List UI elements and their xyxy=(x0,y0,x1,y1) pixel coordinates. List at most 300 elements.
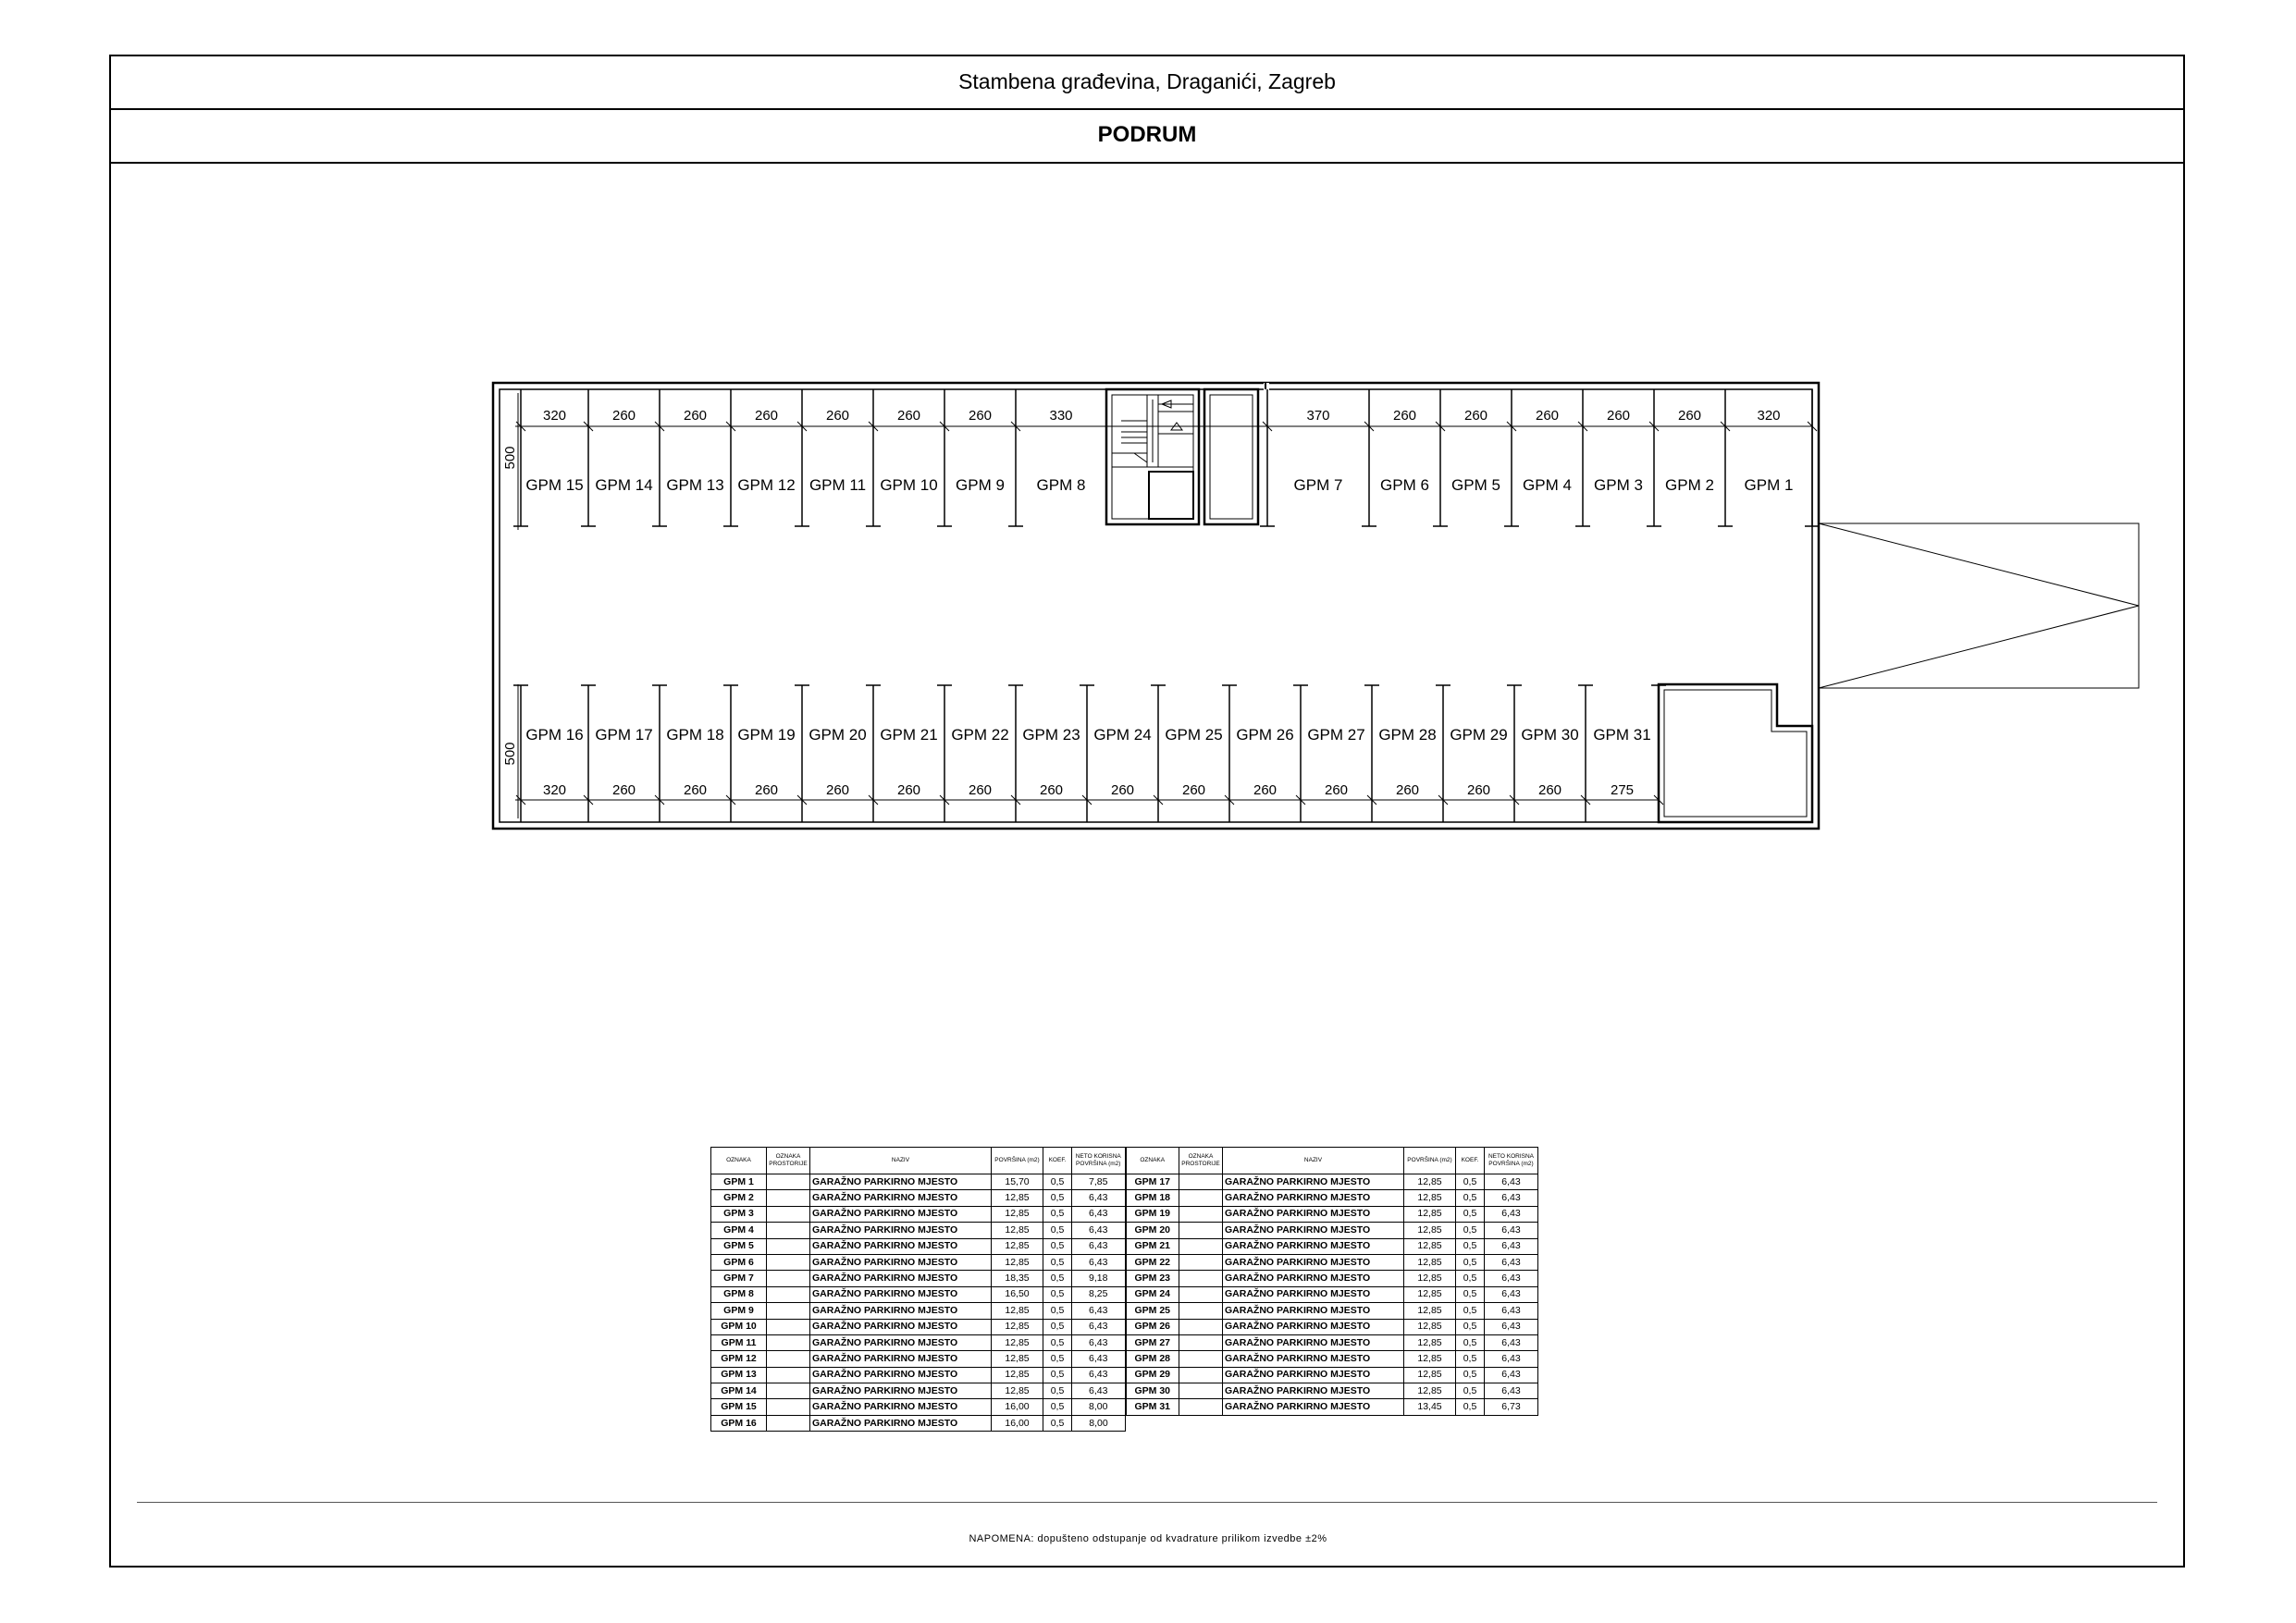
legend-oznaka: GPM 30 xyxy=(1126,1383,1179,1399)
legend-koef: 0,5 xyxy=(1456,1303,1485,1319)
stall-label: GPM 19 xyxy=(737,726,796,744)
legend-neto: 6,43 xyxy=(1485,1254,1538,1270)
shaft xyxy=(1204,389,1258,524)
legend-povrsina: 16,00 xyxy=(992,1399,1043,1415)
legend-koef: 0,5 xyxy=(1456,1206,1485,1222)
legend-koef: 0,5 xyxy=(1043,1399,1072,1415)
legend-neto: 6,43 xyxy=(1072,1223,1126,1238)
parking-stall xyxy=(795,389,866,526)
parking-stall xyxy=(795,685,867,822)
stall-width-dimension: 260 xyxy=(1039,782,1064,798)
stall-label: GPM 16 xyxy=(525,726,584,744)
legend-neto: 6,43 xyxy=(1485,1383,1538,1399)
legend-row xyxy=(711,1319,1538,1334)
legend-row xyxy=(711,1190,1538,1206)
legend-koef: 0,5 xyxy=(1043,1367,1072,1383)
legend-neto: 6,43 xyxy=(1485,1271,1538,1286)
legend-oznaka: GPM 29 xyxy=(1126,1367,1179,1383)
legend-naziv: GARAŽNO PARKIRNO MJESTO xyxy=(1223,1271,1404,1286)
legend-povrsina: 12,85 xyxy=(992,1238,1043,1254)
legend-prostorija xyxy=(767,1367,810,1383)
legend-header-povrsina: POVRŠINA (m2) xyxy=(992,1148,1043,1174)
legend-row xyxy=(711,1303,1538,1319)
legend-naziv: GARAŽNO PARKIRNO MJESTO xyxy=(810,1223,992,1238)
legend-oznaka: GPM 28 xyxy=(1126,1351,1179,1367)
legend-povrsina: 12,85 xyxy=(1404,1286,1456,1302)
stall-label: GPM 18 xyxy=(666,726,724,744)
legend-prostorija xyxy=(1179,1383,1223,1399)
legend-neto: 6,43 xyxy=(1485,1319,1538,1334)
parking-stall xyxy=(513,685,584,822)
legend-povrsina: 12,85 xyxy=(992,1223,1043,1238)
project-title: Stambena građevina, Draganići, Zagreb xyxy=(958,68,1336,93)
stall-label: GPM 25 xyxy=(1165,726,1223,744)
legend-neto: 6,43 xyxy=(1072,1303,1126,1319)
legend-povrsina: 12,85 xyxy=(1404,1190,1456,1206)
stall-width-dimension: 370 xyxy=(1306,408,1330,424)
parking-stall xyxy=(723,685,796,822)
legend-neto: 6,43 xyxy=(1072,1206,1126,1222)
stall-width-dimension: 275 xyxy=(1610,782,1635,798)
legend-prostorija xyxy=(767,1351,810,1367)
legend-koef: 0,5 xyxy=(1043,1319,1072,1334)
legend-koef: 0,5 xyxy=(1043,1303,1072,1319)
legend-naziv: GARAŽNO PARKIRNO MJESTO xyxy=(810,1303,992,1319)
legend-prostorija xyxy=(767,1286,810,1302)
stall-width-dimension: 260 xyxy=(1466,782,1491,798)
stall-label: GPM 22 xyxy=(951,726,1009,744)
stall-width-dimension: 320 xyxy=(1757,408,1781,424)
stall-label: GPM 23 xyxy=(1022,726,1080,744)
legend-neto: 6,43 xyxy=(1485,1303,1538,1319)
parking-stall xyxy=(1362,389,1429,526)
stall-label: GPM 1 xyxy=(1744,476,1794,494)
stall-width-dimension: 320 xyxy=(542,408,567,424)
parking-stall xyxy=(1575,389,1643,526)
stall-label: GPM 17 xyxy=(595,726,653,744)
legend-header-koef: KOEF. xyxy=(1043,1148,1072,1174)
legend-koef: 0,5 xyxy=(1456,1238,1485,1254)
stall-width-dimension: 260 xyxy=(1606,408,1631,424)
legend-naziv: GARAŽNO PARKIRNO MJESTO xyxy=(810,1399,992,1415)
parking-stall xyxy=(1260,389,1342,526)
legend-povrsina: 16,50 xyxy=(992,1286,1043,1302)
parking-stall xyxy=(1436,685,1508,822)
legend-povrsina: 12,85 xyxy=(1404,1319,1456,1334)
legend-oznaka: GPM 14 xyxy=(711,1383,767,1399)
parking-stall xyxy=(1293,685,1365,822)
legend-row xyxy=(711,1223,1538,1238)
legend-prostorija xyxy=(767,1399,810,1415)
legend-oznaka: GPM 10 xyxy=(711,1319,767,1334)
legend-row xyxy=(711,1206,1538,1222)
legend-neto: 8,25 xyxy=(1072,1286,1126,1302)
legend-naziv: GARAŽNO PARKIRNO MJESTO xyxy=(810,1206,992,1222)
parking-stall xyxy=(1222,685,1294,822)
legend-oznaka: GPM 25 xyxy=(1126,1303,1179,1319)
legend-oznaka: GPM 4 xyxy=(711,1223,767,1238)
legend-oznaka: GPM 23 xyxy=(1126,1271,1179,1286)
legend-neto: 6,43 xyxy=(1485,1367,1538,1383)
parking-stall xyxy=(652,685,724,822)
stall-label: GPM 7 xyxy=(1293,476,1343,494)
legend-prostorija xyxy=(1179,1223,1223,1238)
legend-povrsina: 12,85 xyxy=(1404,1303,1456,1319)
legend-neto: 6,43 xyxy=(1072,1319,1126,1334)
legend-oznaka: GPM 1 xyxy=(711,1174,767,1190)
legend-neto: 6,43 xyxy=(1485,1223,1538,1238)
parking-stall xyxy=(723,389,796,526)
legend-oznaka: GPM 20 xyxy=(1126,1223,1179,1238)
legend-naziv: GARAŽNO PARKIRNO MJESTO xyxy=(810,1351,992,1367)
bottom-parking-row xyxy=(513,685,1666,822)
stall-label: GPM 26 xyxy=(1236,726,1294,744)
legend-prostorija xyxy=(1179,1286,1223,1302)
legend-prostorija xyxy=(767,1190,810,1206)
legend-naziv: GARAŽNO PARKIRNO MJESTO xyxy=(810,1367,992,1383)
area-legend-table xyxy=(710,1147,1538,1432)
legend-prostorija xyxy=(767,1174,810,1190)
legend-row xyxy=(711,1367,1538,1383)
legend-koef: 0,5 xyxy=(1456,1334,1485,1350)
parking-stall xyxy=(581,389,653,526)
legend-neto: 6,43 xyxy=(1485,1334,1538,1350)
technical-room xyxy=(1659,684,1812,822)
parking-stall xyxy=(1151,685,1223,822)
legend-koef: 0,5 xyxy=(1456,1383,1485,1399)
stall-label: GPM 10 xyxy=(880,476,938,494)
legend-oznaka: GPM 21 xyxy=(1126,1238,1179,1254)
parking-stall xyxy=(581,685,653,822)
stall-label: GPM 29 xyxy=(1450,726,1508,744)
legend-prostorija xyxy=(1179,1303,1223,1319)
legend-neto: 6,43 xyxy=(1485,1190,1538,1206)
legend-oznaka: GPM 7 xyxy=(711,1271,767,1286)
legend-koef: 0,5 xyxy=(1456,1286,1485,1302)
parking-stall xyxy=(1647,389,1714,526)
legend-koef: 0,5 xyxy=(1456,1271,1485,1286)
legend-koef: 0,5 xyxy=(1043,1238,1072,1254)
stall-width-dimension: 260 xyxy=(683,408,708,424)
legend-prostorija xyxy=(1179,1238,1223,1254)
stall-width-dimension: 260 xyxy=(754,408,779,424)
legend-neto: 6,43 xyxy=(1072,1334,1126,1350)
legend-header-naziv: NAZIV xyxy=(810,1148,992,1174)
stall-label: GPM 31 xyxy=(1593,726,1651,744)
stall-width-dimension: 330 xyxy=(1049,408,1073,424)
legend-koef: 0,5 xyxy=(1043,1271,1072,1286)
legend-povrsina: 12,85 xyxy=(1404,1367,1456,1383)
legend-oznaka: GPM 22 xyxy=(1126,1254,1179,1270)
legend-header-prostorija: OZNAKA PROSTORIJE xyxy=(1179,1148,1223,1174)
stall-width-dimension: 320 xyxy=(542,782,567,798)
parking-stall xyxy=(1507,685,1579,822)
parking-stall xyxy=(937,685,1009,822)
legend-naziv: GARAŽNO PARKIRNO MJESTO xyxy=(1223,1206,1404,1222)
legend-row xyxy=(711,1415,1538,1431)
stall-width-dimension: 260 xyxy=(1392,408,1417,424)
legend-prostorija xyxy=(767,1206,810,1222)
legend-row xyxy=(711,1383,1538,1399)
parking-stall xyxy=(1008,685,1080,822)
legend-row xyxy=(711,1174,1538,1190)
legend-koef: 0,5 xyxy=(1043,1415,1072,1431)
legend-prostorija xyxy=(1179,1271,1223,1286)
legend-oznaka: GPM 18 xyxy=(1126,1190,1179,1206)
legend-oznaka: GPM 13 xyxy=(711,1367,767,1383)
parking-stall xyxy=(866,389,938,526)
legend-naziv: GARAŽNO PARKIRNO MJESTO xyxy=(810,1190,992,1206)
legend-koef: 0,5 xyxy=(1043,1206,1072,1222)
legend-naziv: GARAŽNO PARKIRNO MJESTO xyxy=(810,1334,992,1350)
legend-povrsina: 16,00 xyxy=(992,1415,1043,1431)
legend-povrsina: 18,35 xyxy=(992,1271,1043,1286)
legend-prostorija xyxy=(767,1319,810,1334)
legend-row xyxy=(711,1254,1538,1270)
legend-koef: 0,5 xyxy=(1043,1351,1072,1367)
stall-width-dimension: 260 xyxy=(1181,782,1206,798)
stall-label: GPM 13 xyxy=(666,476,724,494)
legend-povrsina: 12,85 xyxy=(992,1254,1043,1270)
legend-naziv: GARAŽNO PARKIRNO MJESTO xyxy=(1223,1223,1404,1238)
legend-neto: 6,43 xyxy=(1072,1238,1126,1254)
legend-povrsina: 12,85 xyxy=(1404,1271,1456,1286)
legend-prostorija xyxy=(1179,1399,1223,1415)
depth-dimension-bottom: 500 xyxy=(502,742,518,766)
legend-koef: 0,5 xyxy=(1456,1254,1485,1270)
legend-koef: 0,5 xyxy=(1043,1190,1072,1206)
legend-prostorija xyxy=(767,1254,810,1270)
parking-stall xyxy=(1364,685,1437,822)
legend-povrsina: 12,85 xyxy=(992,1334,1043,1350)
legend-povrsina: 12,85 xyxy=(992,1383,1043,1399)
stall-width-dimension: 260 xyxy=(1395,782,1420,798)
legend-prostorija xyxy=(767,1415,810,1431)
stall-label: GPM 21 xyxy=(880,726,938,744)
legend-prostorija xyxy=(767,1334,810,1350)
stall-width-dimension: 260 xyxy=(896,408,921,424)
stall-label: GPM 2 xyxy=(1665,476,1714,494)
legend-neto: 9,18 xyxy=(1072,1271,1126,1286)
level-title: PODRUM xyxy=(1097,122,1197,147)
stall-width-dimension: 260 xyxy=(896,782,921,798)
legend-row xyxy=(711,1238,1538,1254)
legend-header-row xyxy=(711,1148,1538,1174)
stall-label: GPM 30 xyxy=(1521,726,1579,744)
parking-stall xyxy=(1433,389,1500,526)
legend-naziv: GARAŽNO PARKIRNO MJESTO xyxy=(810,1254,992,1270)
legend-naziv: GARAŽNO PARKIRNO MJESTO xyxy=(1223,1351,1404,1367)
legend-header-povrsina: POVRŠINA (m2) xyxy=(1404,1148,1456,1174)
legend-neto: 6,43 xyxy=(1072,1383,1126,1399)
parking-stall xyxy=(1080,685,1152,822)
legend-header-neto: NETO KORISNA POVRŠINA (m2) xyxy=(1485,1148,1538,1174)
legend-povrsina: 13,45 xyxy=(1404,1399,1456,1415)
stall-width-dimension: 260 xyxy=(825,408,850,424)
legend-header-oznaka: OZNAKA xyxy=(711,1148,767,1174)
parking-stall xyxy=(1578,685,1666,822)
legend-koef: 0,5 xyxy=(1043,1223,1072,1238)
legend-oznaka: GPM 17 xyxy=(1126,1174,1179,1190)
legend-empty xyxy=(1126,1415,1538,1431)
stall-width-dimension: 260 xyxy=(611,408,636,424)
stall-label: GPM 12 xyxy=(737,476,796,494)
legend-naziv: GARAŽNO PARKIRNO MJESTO xyxy=(1223,1303,1404,1319)
legend-oznaka: GPM 16 xyxy=(711,1415,767,1431)
legend-koef: 0,5 xyxy=(1456,1319,1485,1334)
legend-naziv: GARAŽNO PARKIRNO MJESTO xyxy=(810,1271,992,1286)
legend-prostorija xyxy=(1179,1190,1223,1206)
legend-povrsina: 12,85 xyxy=(992,1367,1043,1383)
stall-label: GPM 20 xyxy=(809,726,867,744)
legend-naziv: GARAŽNO PARKIRNO MJESTO xyxy=(1223,1286,1404,1302)
legend-naziv: GARAŽNO PARKIRNO MJESTO xyxy=(1223,1399,1404,1415)
legend-naziv: GARAŽNO PARKIRNO MJESTO xyxy=(1223,1383,1404,1399)
legend-oznaka: GPM 9 xyxy=(711,1303,767,1319)
footer-note: NAPOMENA: dopušteno odstupanje od kvadrature prilikom izvedbe ±2% xyxy=(969,1533,1327,1544)
parking-stall xyxy=(1008,389,1085,526)
legend-oznaka: GPM 31 xyxy=(1126,1399,1179,1415)
stall-label: GPM 5 xyxy=(1451,476,1500,494)
legend-koef: 0,5 xyxy=(1456,1367,1485,1383)
legend-prostorija xyxy=(1179,1351,1223,1367)
legend-koef: 0,5 xyxy=(1456,1351,1485,1367)
stall-label: GPM 6 xyxy=(1380,476,1429,494)
stall-width-dimension: 260 xyxy=(754,782,779,798)
legend-naziv: GARAŽNO PARKIRNO MJESTO xyxy=(1223,1334,1404,1350)
legend-header-neto: NETO KORISNA POVRŠINA (m2) xyxy=(1072,1148,1126,1174)
legend-row xyxy=(711,1271,1538,1286)
stall-label: GPM 14 xyxy=(595,476,653,494)
legend-row xyxy=(711,1286,1538,1302)
legend-naziv: GARAŽNO PARKIRNO MJESTO xyxy=(810,1415,992,1431)
legend-neto: 6,43 xyxy=(1072,1351,1126,1367)
stall-label: GPM 4 xyxy=(1523,476,1572,494)
legend-koef: 0,5 xyxy=(1456,1190,1485,1206)
legend-koef: 0,5 xyxy=(1456,1174,1485,1190)
legend-oznaka: GPM 19 xyxy=(1126,1206,1179,1222)
legend-koef: 0,5 xyxy=(1043,1174,1072,1190)
stall-label: GPM 8 xyxy=(1036,476,1086,494)
stall-width-dimension: 260 xyxy=(1253,782,1278,798)
stall-label: GPM 9 xyxy=(956,476,1005,494)
stall-width-dimension: 260 xyxy=(1463,408,1488,424)
stall-label: GPM 28 xyxy=(1378,726,1437,744)
legend-prostorija xyxy=(767,1271,810,1286)
stall-width-dimension: 260 xyxy=(1110,782,1135,798)
legend-oznaka: GPM 11 xyxy=(711,1334,767,1350)
legend-koef: 0,5 xyxy=(1043,1286,1072,1302)
legend-povrsina: 15,70 xyxy=(992,1174,1043,1190)
stall-width-dimension: 260 xyxy=(968,782,993,798)
legend-naziv: GARAŽNO PARKIRNO MJESTO xyxy=(810,1286,992,1302)
legend-oznaka: GPM 8 xyxy=(711,1286,767,1302)
legend-prostorija xyxy=(767,1383,810,1399)
footer-divider xyxy=(137,1502,2157,1503)
legend-prostorija xyxy=(1179,1174,1223,1190)
stall-width-dimension: 260 xyxy=(1535,408,1560,424)
legend-header-prostorija: OZNAKA PROSTORIJE xyxy=(767,1148,810,1174)
legend-prostorija xyxy=(1179,1319,1223,1334)
legend-povrsina: 12,85 xyxy=(992,1303,1043,1319)
legend-neto: 6,43 xyxy=(1485,1286,1538,1302)
legend-povrsina: 12,85 xyxy=(1404,1238,1456,1254)
legend-neto: 8,00 xyxy=(1072,1415,1126,1431)
legend-naziv: GARAŽNO PARKIRNO MJESTO xyxy=(810,1383,992,1399)
stall-width-dimension: 260 xyxy=(968,408,993,424)
legend-oznaka: GPM 3 xyxy=(711,1206,767,1222)
stair-core xyxy=(1106,389,1199,524)
legend-oznaka: GPM 2 xyxy=(711,1190,767,1206)
legend-oznaka: GPM 15 xyxy=(711,1399,767,1415)
legend-prostorija xyxy=(1179,1367,1223,1383)
legend-header-koef: KOEF. xyxy=(1456,1148,1485,1174)
legend-neto: 6,43 xyxy=(1072,1190,1126,1206)
ramp xyxy=(1819,523,2139,688)
legend-naziv: GARAŽNO PARKIRNO MJESTO xyxy=(1223,1190,1404,1206)
legend-prostorija xyxy=(1179,1254,1223,1270)
stall-label: GPM 27 xyxy=(1307,726,1365,744)
legend-koef: 0,5 xyxy=(1456,1399,1485,1415)
legend-naziv: GARAŽNO PARKIRNO MJESTO xyxy=(1223,1367,1404,1383)
legend-oznaka: GPM 24 xyxy=(1126,1286,1179,1302)
legend-naziv: GARAŽNO PARKIRNO MJESTO xyxy=(810,1319,992,1334)
legend-povrsina: 12,85 xyxy=(992,1319,1043,1334)
legend-oznaka: GPM 5 xyxy=(711,1238,767,1254)
legend-neto: 7,85 xyxy=(1072,1174,1126,1190)
legend-povrsina: 12,85 xyxy=(1404,1206,1456,1222)
depth-dimension-top: 500 xyxy=(502,446,518,470)
legend-row xyxy=(711,1351,1538,1367)
stall-label: GPM 24 xyxy=(1093,726,1152,744)
stall-width-dimension: 260 xyxy=(1537,782,1562,798)
legend-prostorija xyxy=(767,1238,810,1254)
legend-povrsina: 12,85 xyxy=(992,1190,1043,1206)
legend-naziv: GARAŽNO PARKIRNO MJESTO xyxy=(1223,1174,1404,1190)
legend-oznaka: GPM 26 xyxy=(1126,1319,1179,1334)
legend-oznaka: GPM 12 xyxy=(711,1351,767,1367)
legend-povrsina: 12,85 xyxy=(1404,1254,1456,1270)
stall-width-dimension: 260 xyxy=(611,782,636,798)
legend-neto: 6,43 xyxy=(1485,1238,1538,1254)
legend-neto: 6,43 xyxy=(1072,1254,1126,1270)
legend-povrsina: 12,85 xyxy=(1404,1383,1456,1399)
legend-povrsina: 12,85 xyxy=(992,1206,1043,1222)
stall-label: GPM 11 xyxy=(809,476,867,494)
legend-neto: 8,00 xyxy=(1072,1399,1126,1415)
legend-neto: 6,43 xyxy=(1485,1206,1538,1222)
legend-koef: 0,5 xyxy=(1043,1254,1072,1270)
parking-stall xyxy=(1718,389,1820,526)
legend-koef: 0,5 xyxy=(1043,1383,1072,1399)
legend-naziv: GARAŽNO PARKIRNO MJESTO xyxy=(1223,1254,1404,1270)
legend-neto: 6,43 xyxy=(1485,1174,1538,1190)
legend-oznaka: GPM 6 xyxy=(711,1254,767,1270)
legend-naziv: GARAŽNO PARKIRNO MJESTO xyxy=(1223,1238,1404,1254)
parking-stall xyxy=(866,685,938,822)
parking-stall xyxy=(937,389,1005,526)
legend-prostorija xyxy=(1179,1334,1223,1350)
stall-width-dimension: 260 xyxy=(1677,408,1702,424)
legend-povrsina: 12,85 xyxy=(1404,1174,1456,1190)
legend-povrsina: 12,85 xyxy=(992,1351,1043,1367)
stall-label: GPM 15 xyxy=(525,476,584,494)
parking-stall xyxy=(513,389,584,526)
legend-naziv: GARAŽNO PARKIRNO MJESTO xyxy=(810,1174,992,1190)
parking-stall xyxy=(1504,389,1572,526)
legend-koef: 0,5 xyxy=(1043,1334,1072,1350)
stall-width-dimension: 260 xyxy=(825,782,850,798)
